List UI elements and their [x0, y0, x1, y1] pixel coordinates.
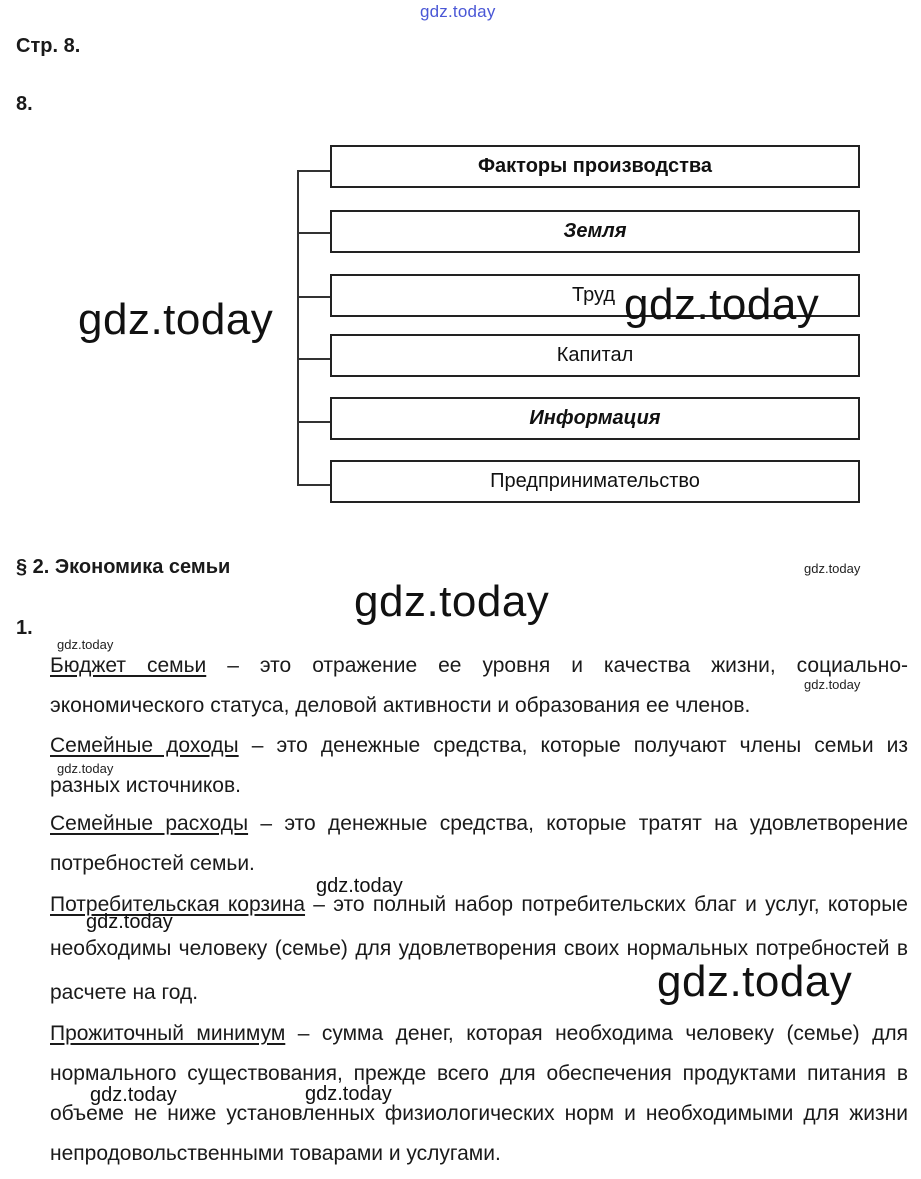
diagram-item-label: Земля [563, 220, 627, 242]
watermark-mid: gdz.today [86, 911, 173, 933]
watermark-small: gdz.today [804, 561, 861, 576]
section-title: § 2. Экономика семьи [16, 556, 231, 578]
diagram-connector [297, 484, 330, 486]
watermark-mid: gdz.today [90, 1084, 177, 1106]
diagram-item-capital [330, 334, 860, 377]
watermark-mid: gdz.today [316, 875, 403, 897]
definition-text: – это денежные средства, которые тратят на удовлетворение потребностей семьи. [50, 812, 908, 875]
diagram-connector [297, 296, 330, 298]
definition-term: Семейные доходы [50, 734, 239, 757]
diagram-item-land [330, 210, 860, 253]
diagram-title: Факторы производства [477, 155, 713, 177]
diagram-connector [297, 421, 330, 423]
task-8-number: 8. [16, 93, 33, 115]
watermark-small: gdz.today [804, 677, 861, 692]
definition-family-income [50, 726, 908, 806]
diagram-connector [297, 232, 330, 234]
watermark-mid: gdz.today [305, 1083, 392, 1105]
definition-term: Семейные расходы [50, 812, 249, 835]
page-reference: Стр. 8. [16, 35, 81, 57]
definition-term: Прожиточный минимум [50, 1022, 286, 1045]
diagram-connector-vertical [297, 170, 299, 484]
watermark-diagram-right: gdz.today [624, 280, 820, 329]
watermark-lower-right: gdz.today [657, 957, 853, 1006]
diagram-item-label: Труд [572, 284, 615, 306]
definition-family-expenses [50, 804, 908, 884]
task-1-number: 1. [16, 617, 33, 639]
definition-term: Бюджет семьи [50, 654, 207, 677]
diagram-connector [297, 170, 330, 172]
diagram-title-box [330, 145, 860, 188]
watermark-section: gdz.today [354, 577, 550, 626]
definition-term: Потребительская корзина [50, 893, 306, 916]
watermark-small: gdz.today [57, 761, 114, 776]
definition-text: – это полный набор потребительских благ и услуг, которые необходимы человеку (семье) для удовлетворения своих нормальных потребностей в расчете на год. [50, 893, 908, 1004]
watermark-small: gdz.today [57, 637, 114, 652]
diagram-item-entrepreneurship [330, 460, 860, 503]
definition-text: – сумма денег, которая необходима человеку (семье) для нормального существования, прежде всего для обеспечения продуктами питания в объеме не ниже установленных физиологических норм и необходимыми для жизни непродовольственными товарами и услугами. [50, 1022, 908, 1165]
watermark-top: gdz.today [420, 2, 496, 21]
diagram-item-label: Информация [529, 407, 661, 429]
definition-subsistence-minimum [50, 1014, 908, 1174]
diagram-item-label: Капитал [556, 344, 634, 366]
diagram-item-information [330, 397, 860, 440]
definition-text: – это отражение ее уровня и качества жизни, социально-экономического статуса, деловой активности и образования ее членов. [50, 654, 909, 717]
definition-text: – это денежные средства, которые получают члены семьи из разных источников. [50, 734, 908, 797]
diagram-connector [297, 358, 330, 360]
definition-family-budget [50, 646, 908, 726]
watermark-diagram-left: gdz.today [78, 295, 274, 344]
diagram-item-label: Предпринимательство [490, 470, 700, 492]
